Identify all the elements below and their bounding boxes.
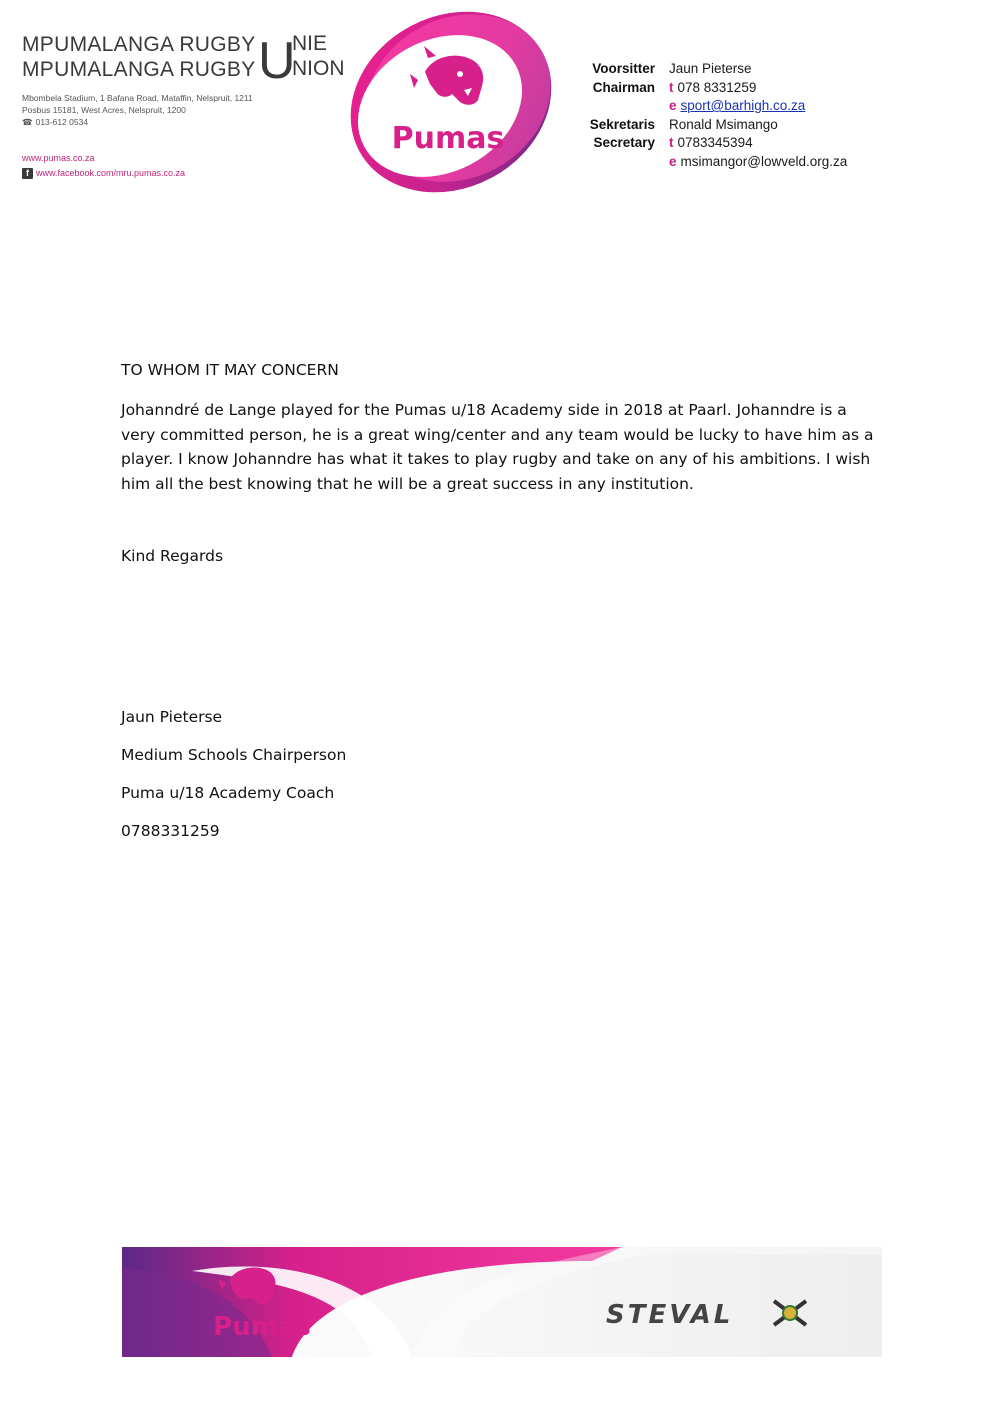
chair-email-link[interactable]: sport@barhigh.co.za <box>680 98 806 113</box>
chair-label-en: Chairman <box>592 79 655 95</box>
sec-email: msimangor@lowveld.org.za <box>680 153 848 169</box>
logo-text: Pumas <box>391 121 505 156</box>
phone-prefix: t <box>669 135 674 150</box>
chair-row <box>575 60 847 79</box>
org-big-u: U <box>258 32 296 90</box>
phone-row <box>22 116 253 128</box>
website-link[interactable]: www.pumas.co.za <box>22 153 95 163</box>
email-prefix: e <box>669 153 677 169</box>
org-name-line-af: MPUMALANGA RUGBY <box>22 33 256 56</box>
org-phone: 013-612 0534 <box>35 117 89 127</box>
signatory-name: Jaun Pieterse <box>121 708 223 726</box>
letter-body: Johanndré de Lange played for the Pumas u/18 Academy side in 2018 at Paarl. Johanndre is a very committed person, he is a great wing/center and any team would be lucky to have him as a player. I know Johanndre has what it takes to play rugby and take on any of his ambitions. I wish him all the best knowing that he will be a great success in any institution. <box>121 401 874 493</box>
sponsor-logo-text: STEVAL <box>606 1300 734 1330</box>
org-suffix-en: NION <box>292 57 345 80</box>
facebook-link[interactable]: www.facebook.com/mru.pumas.co.za <box>36 168 186 178</box>
email-prefix: e <box>669 98 677 113</box>
closing: Kind Regards <box>121 547 224 565</box>
phone-prefix: t <box>669 79 674 95</box>
facebook-icon: f <box>22 168 33 179</box>
org-web-links <box>22 151 185 181</box>
chair-email-row <box>575 97 847 116</box>
sec-name: Ronald Msimango <box>669 116 778 132</box>
chair-phone: 078 8331259 <box>677 79 757 95</box>
signatory-title: Medium Schools Chairperson <box>121 746 347 764</box>
signature-block <box>121 698 346 850</box>
footer-banner <box>122 1247 882 1357</box>
sec-email-row <box>575 153 847 172</box>
footer-logo-text: Pumas <box>213 1312 311 1342</box>
org-name-line-en: MPUMALANGA RUGBY <box>22 58 256 81</box>
signatory-phone: 0788331259 <box>121 822 220 840</box>
sec-label-af: Sekretaris <box>589 116 655 132</box>
contact-block <box>575 60 847 171</box>
phone-icon: ☎ <box>22 117 33 127</box>
signatory-title-coach: Puma u/18 Academy Coach <box>121 784 335 802</box>
sec-label-en: Secretary <box>593 135 655 150</box>
org-name <box>22 32 345 90</box>
org-suffix-af: NIE <box>292 32 328 55</box>
chair-phone-row <box>575 79 847 98</box>
secretary-row <box>575 116 847 135</box>
address-line: Mbombela Stadium, 1 Bafana Road, Mataffin, Nelspruit, 1211 <box>22 93 253 103</box>
sec-phone-row <box>575 134 847 153</box>
chair-name: Jaun Pieterse <box>669 61 752 76</box>
sec-phone: 0783345394 <box>677 135 753 150</box>
pumas-logo <box>340 2 562 198</box>
postal-address-line: Posbus 15181, West Acres, Nelspruit, 1200 <box>22 105 186 115</box>
salutation: TO WHOM IT MAY CONCERN <box>121 361 339 379</box>
org-address <box>22 92 253 128</box>
chair-label-af: Voorsitter <box>592 61 655 76</box>
